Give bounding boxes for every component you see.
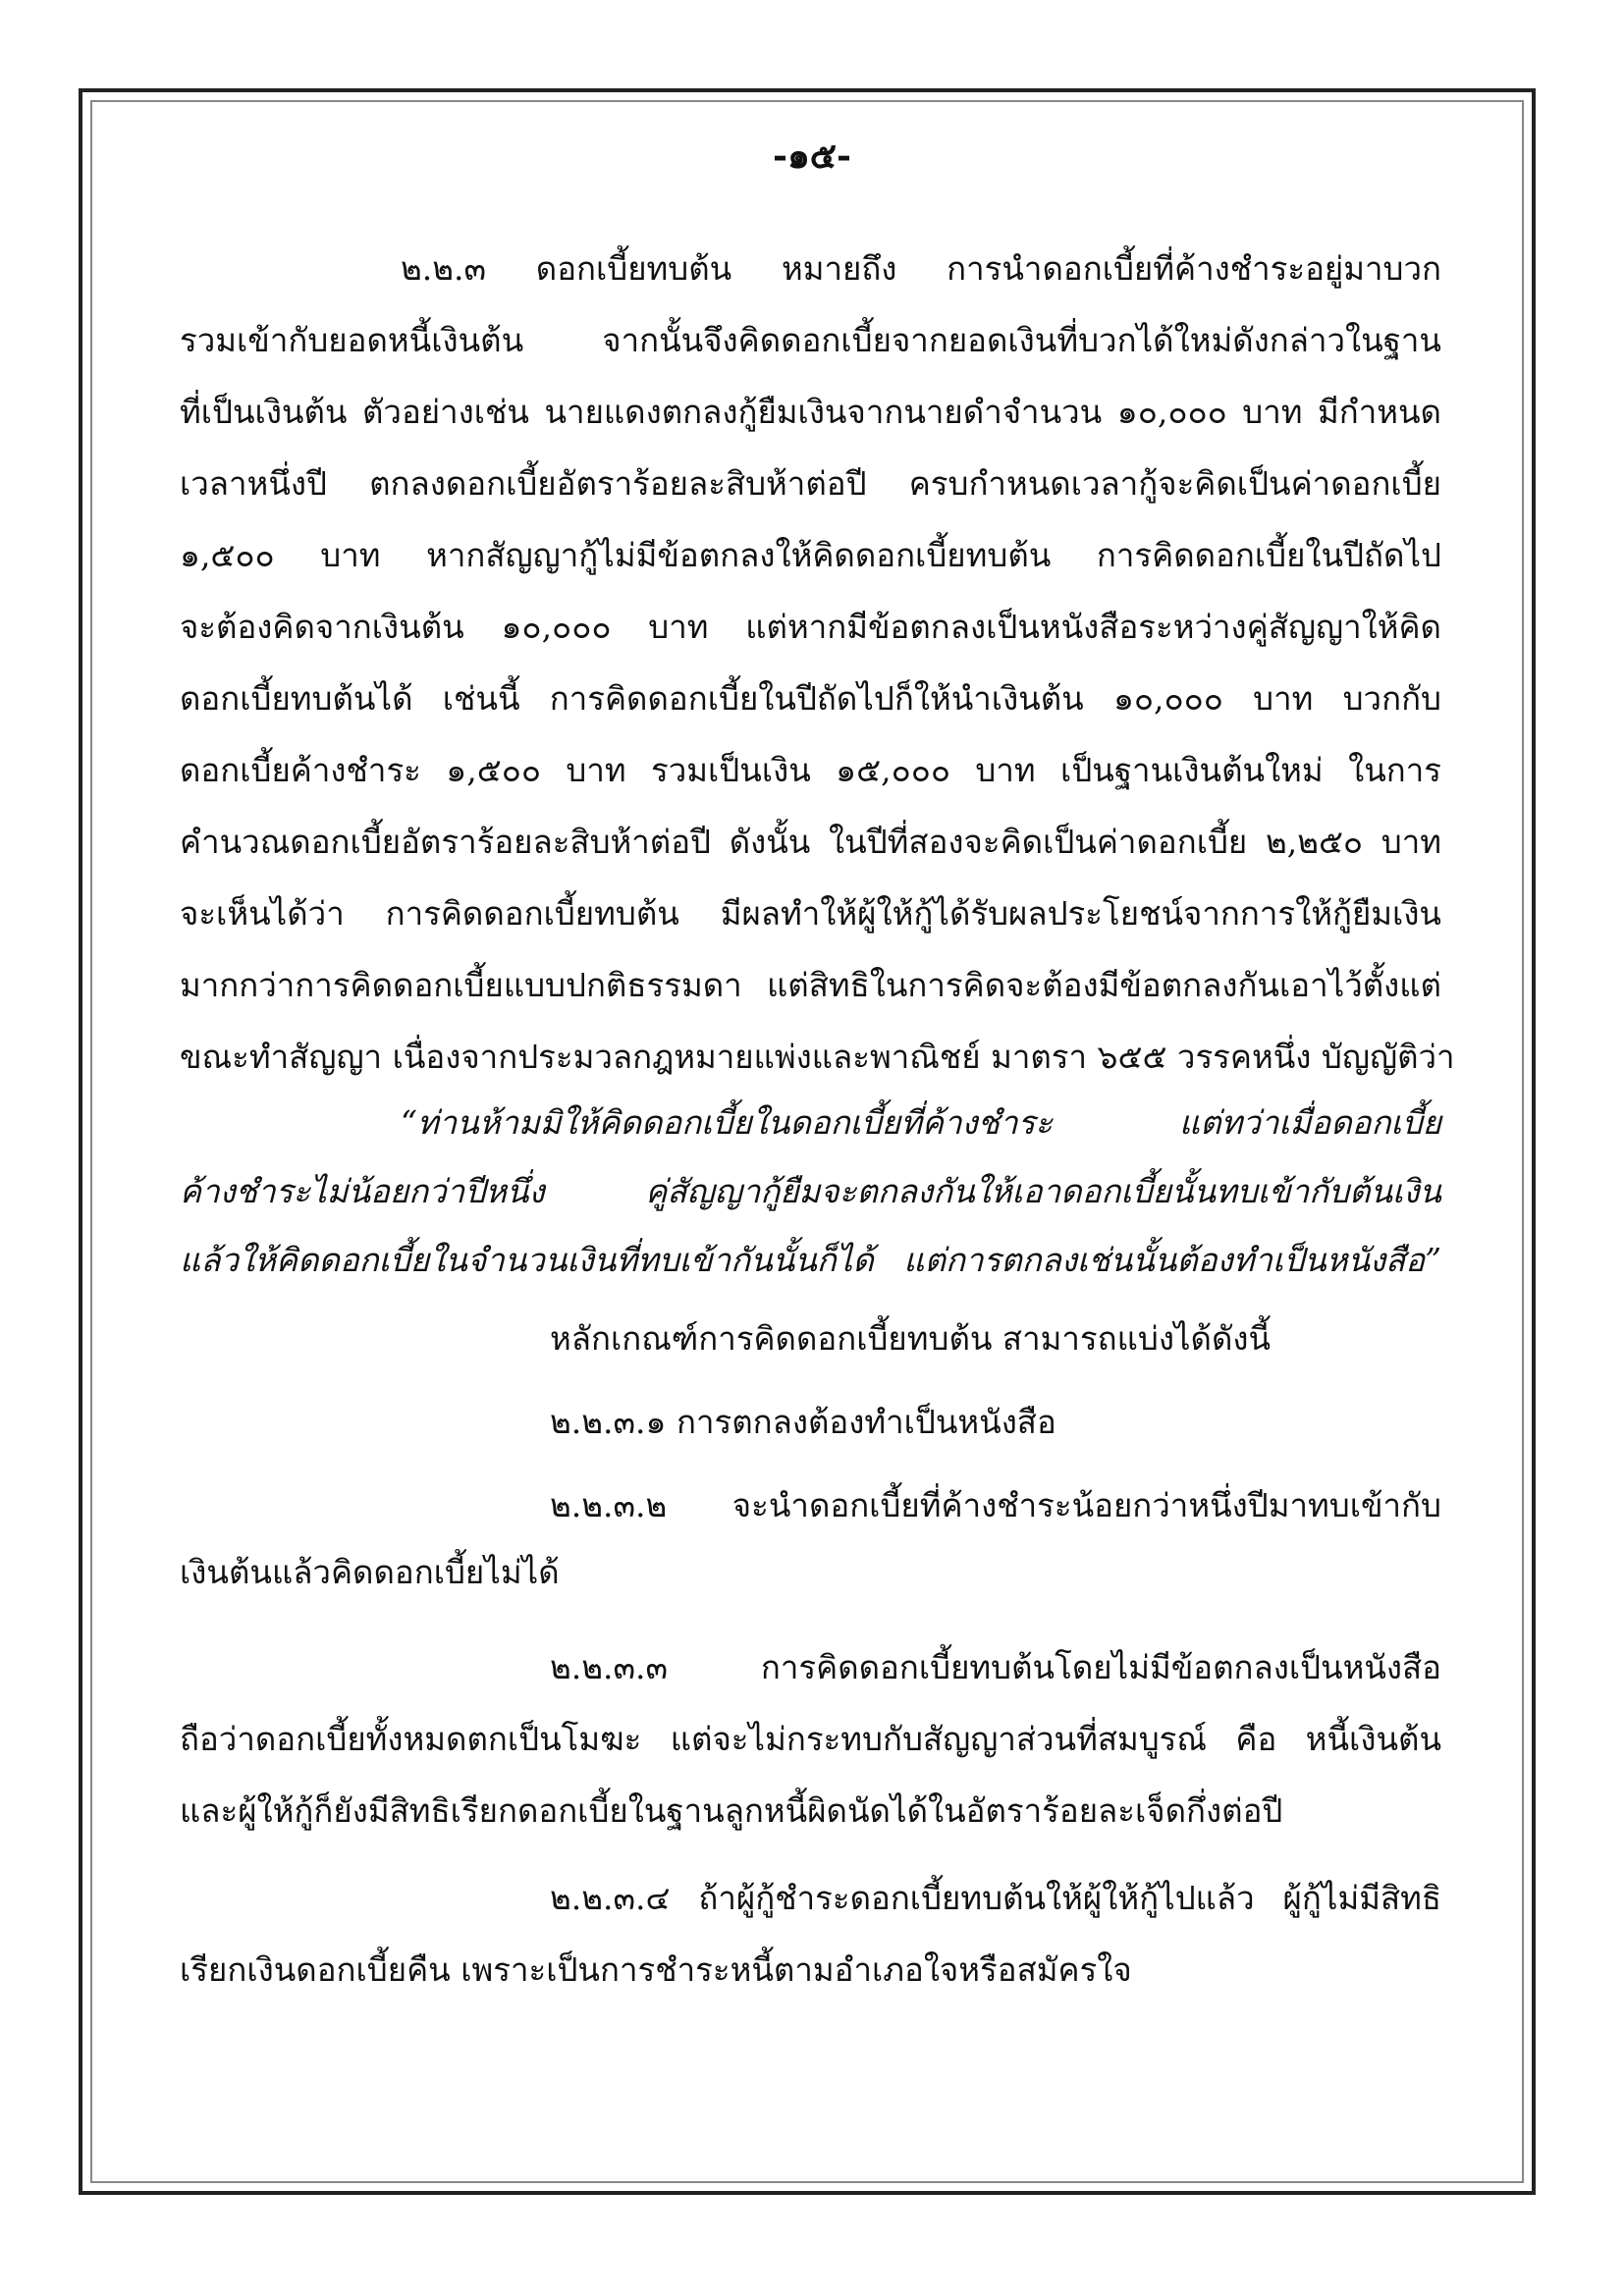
list-item: ๒.๒.๓.๓ การคิดดอกเบี้ยทบต้นโดยไม่มีข้อตกลงเป็นหนังสือ bbox=[550, 1648, 1441, 1686]
paragraph-line: ดอกเบี้ยค้างชำระ ๑,๕๐๐ บาท รวมเป็นเงิน ๑๕,๐๐๐ บาท เป็นฐานเงินต้นใหม่ ในการ bbox=[180, 751, 1441, 789]
list-item: ๒.๒.๓.๑ การตกลงต้องทำเป็นหนังสือ bbox=[550, 1403, 1056, 1441]
paragraph-line: จะเห็นได้ว่า การคิดดอกเบี้ยทบต้น มีผลทำให้ผู้ให้กู้ได้รับผลประโยชน์จากการให้กู้ยืมเงิน bbox=[180, 894, 1441, 933]
quote-line: ค้างชำระไม่น้อยกว่าปีหนึ่ง คู่สัญญากู้ยืมจะตกลงกันให้เอาดอกเบี้ยนั้นทบเข้ากับต้นเงิน bbox=[180, 1172, 1441, 1210]
quote-line: แล้วให้คิดดอกเบี้ยในจำนวนเงินที่ทบเข้ากันนั้นก็ได้ แต่การตกลงเช่นนั้นต้องทำเป็นหนังสือ” bbox=[180, 1241, 1441, 1279]
quote-line: “ท่านห้ามมิให้คิดดอกเบี้ยในดอกเบี้ยที่ค้างชำระ แต่ทว่าเมื่อดอกเบี้ย bbox=[401, 1103, 1441, 1142]
list-item-continuation: เรียกเงินดอกเบี้ยคืน เพราะเป็นการชำระหนี้ตามอำเภอใจหรือสมัครใจ bbox=[180, 1950, 1132, 1989]
page-number: -๑๕- bbox=[773, 135, 851, 177]
list-item: ๒.๒.๓.๒ จะนำดอกเบี้ยที่ค้างชำระน้อยกว่าหนึ่งปีมาทบเข้ากับ bbox=[550, 1486, 1441, 1524]
principles-intro: หลักเกณฑ์การคิดดอกเบี้ยทบต้น สามารถแบ่งได้ดังนี้ bbox=[550, 1319, 1272, 1358]
paragraph-line: คำนวณดอกเบี้ยอัตราร้อยละสิบห้าต่อปี ดังนั้น ในปีที่สองจะคิดเป็นค่าดอกเบี้ย ๒,๒๕๐ บาท bbox=[180, 823, 1441, 861]
paragraph-line: ที่เป็นเงินต้น ตัวอย่างเช่น นายแดงตกลงกู้ยืมเงินจากนายดำจำนวน ๑๐,๐๐๐ บาท มีกำหนด bbox=[180, 393, 1441, 431]
paragraph-line: จะต้องคิดจากเงินต้น ๑๐,๐๐๐ บาท แต่หากมีข้อตกลงเป็นหนังสือระหว่างคู่สัญญาให้คิด bbox=[180, 608, 1441, 646]
paragraph-line: รวมเข้ากับยอดหนี้เงินต้น จากนั้นจึงคิดดอกเบี้ยจากยอดเงินที่บวกได้ใหม่ดังกล่าวในฐาน bbox=[180, 321, 1441, 359]
paragraph-line: ๒.๒.๓ ดอกเบี้ยทบต้น หมายถึง การนำดอกเบี้ยที่ค้างชำระอยู่มาบวก bbox=[401, 249, 1441, 288]
paragraph-line: ดอกเบี้ยทบต้นได้ เช่นนี้ การคิดดอกเบี้ยในปีถัดไปก็ให้นำเงินต้น ๑๐,๐๐๐ บาท บวกกับ bbox=[180, 679, 1441, 718]
list-item-continuation: และผู้ให้กู้ก็ยังมีสิทธิเรียกดอกเบี้ยในฐานลูกหนี้ผิดนัดได้ในอัตราร้อยละเจ็ดกึ่งต่อปี bbox=[180, 1791, 1283, 1830]
list-item: ๒.๒.๓.๔ ถ้าผู้กู้ชำระดอกเบี้ยทบต้นให้ผู้ให้กู้ไปแล้ว ผู้กู้ไม่มีสิทธิ bbox=[550, 1879, 1441, 1917]
paragraph-line: มากกว่าการคิดดอกเบี้ยแบบปกติธรรมดา แต่สิทธิในการคิดจะต้องมีข้อตกลงกันเอาไว้ตั้งแต่ bbox=[180, 966, 1441, 1004]
paragraph-line: เวลาหนึ่งปี ตกลงดอกเบี้ยอัตราร้อยละสิบห้าต่อปี ครบกำหนดเวลากู้จะคิดเป็นค่าดอกเบี้ย bbox=[180, 464, 1441, 503]
list-item-continuation: เงินต้นแล้วคิดดอกเบี้ยไม่ได้ bbox=[180, 1553, 560, 1591]
paragraph-line: ๑,๕๐๐ บาท หากสัญญากู้ไม่มีข้อตกลงให้คิดดอกเบี้ยทบต้น การคิดดอกเบี้ยในปีถัดไป bbox=[180, 536, 1441, 574]
paragraph-line: ขณะทำสัญญา เนื่องจากประมวลกฎหมายแพ่งและพาณิชย์ มาตรา ๖๕๕ วรรคหนึ่ง บัญญัติว่า bbox=[180, 1038, 1455, 1076]
list-item-continuation: ถือว่าดอกเบี้ยทั้งหมดตกเป็นโมฆะ แต่จะไม่กระทบกับสัญญาส่วนที่สมบูรณ์ คือ หนี้เงินต้น bbox=[180, 1720, 1441, 1758]
